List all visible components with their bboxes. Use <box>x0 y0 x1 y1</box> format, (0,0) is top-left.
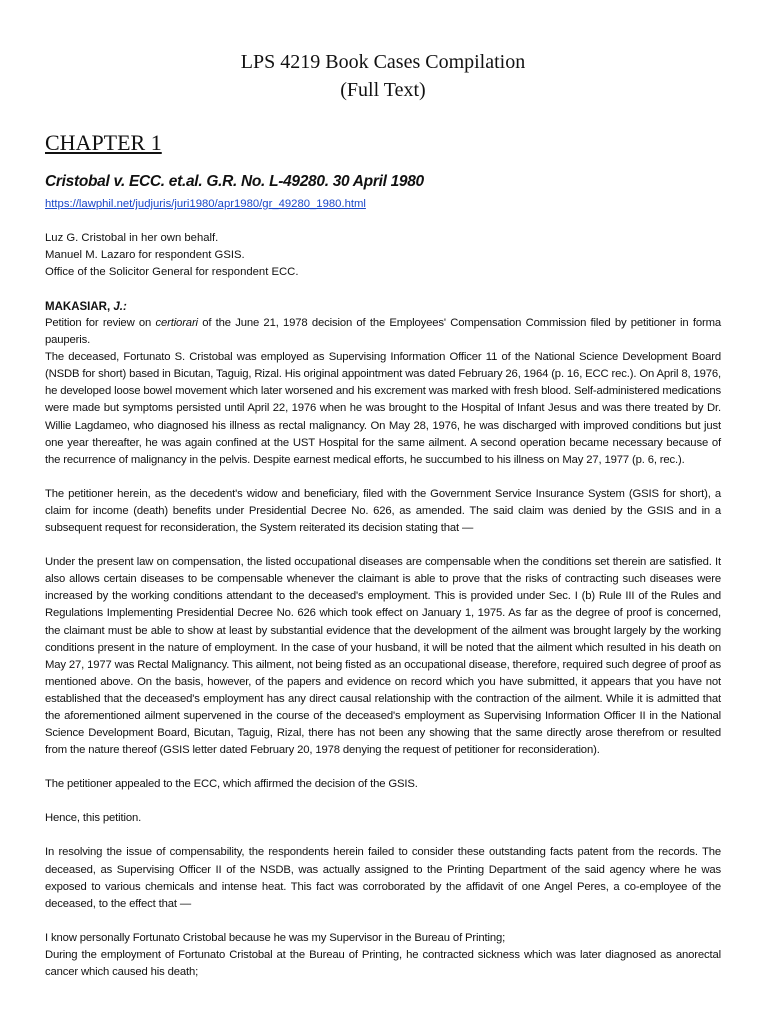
title-line-2: (Full Text) <box>340 79 426 101</box>
ponente-name: MAKASIAR, <box>45 301 111 313</box>
emphasis-certiorari: certiorari <box>155 317 198 329</box>
counsel-line: Luz G. Cristobal in her own behalf. <box>45 232 219 244</box>
ponente-suffix: J.: <box>113 301 127 313</box>
document-page <box>45 48 721 981</box>
paragraph-hence: Hence, this petition. <box>45 812 142 825</box>
paragraph-affidavit-2: During the employment of Fortunato Cristobal at the Bureau of Printing, he contracted sickness which was later diagnosed as anorectal cancer which caused his death; <box>45 948 721 978</box>
counsel-line: Manuel M. Lazaro for respondent GSIS. <box>45 249 245 261</box>
case-source-link[interactable]: https://lawphil.net/judjuris/juri1980/apr1980/gr_49280_1980.html <box>45 198 366 210</box>
paragraph-claim: The petitioner herein, as the decedent's widow and beneficiary, filed with the Government Service Insurance System (GSIS for short), a claim for income (death) benefits under Presidential Decree No. 626, as amended. The said claim was denied by the GSIS and in a subsequent request for reconsideration, the System reiterated its decision stating that — <box>45 487 721 535</box>
paragraph-appeal: The petitioner appealed to the ECC, which affirmed the decision of the GSIS. <box>45 778 418 791</box>
paragraph-text: of the June 21, 1978 decision of the Employees' Compensation Commission filed by petitioner in forma pauperis. <box>45 317 721 347</box>
paragraph-compensability: In resolving the issue of compensability, the respondents herein failed to consider these outstanding facts patent from the records. The deceased, as Supervising Officer II of the NSDB, was actually assigned to the Printing Department of the said agency where he was exposed to various chemicals and intense heat. This fact was corroborated by the affidavit of one Angel Peres, a co-employee of the deceased, to the effect that — <box>45 846 721 910</box>
paragraph-petition <box>45 315 721 349</box>
title-line-1: LPS 4219 Book Cases Compilation <box>240 51 526 73</box>
case-title: Cristobal v. ECC. et.al. G.R. No. L-49280. 30 April 1980 <box>45 173 424 190</box>
paragraph-facts: The deceased, Fortunato S. Cristobal was employed as Supervising Information Officer 11 of the National Science Development Board (NSDB for short) based in Bicutan, Taguig, Rizal. His original appointment was dated February 26, 1964 (p. 16, ECC rec.). On April 8, 1976, he developed loose bowel movement which later worsened and his excrement was marked with fresh blood. Self-administered medications were made but symptoms persisted until April 22, 1976 when he was brought to the Hospital of Infant Jesus and was there treated by Dr. Willie Lagdameo, who diagnosed his illness as rectal malignancy. On May 28, 1976, he was discharged with improved conditions but just one year thereafter, he was again confined at the UST Hospital for the same ailment. A second operation became necessary because of the recurrence of malignancy in the pelvis. Despite earnest medical efforts, he succumbed to his illness on May 27, 1977 (p. 6, rec.). <box>45 351 721 466</box>
document-title <box>45 48 721 104</box>
paragraph-affidavit-1: I know personally Fortunato Cristobal because he was my Supervisor in the Bureau of Printing; <box>45 931 506 944</box>
counsel-list <box>45 230 721 281</box>
ponente-heading <box>45 299 721 315</box>
paragraph-gsis-letter: Under the present law on compensation, the listed occupational diseases are compensable when the conditions set therein are satisfied. It also allows certain diseases to be compensable whenever the claimant is able to prove that the risks of contracting such diseases were increased by the working conditions attendant to the deceased's employment. This is provided under Sec. I (b) Rule III of the Rules and Regulations Implementing Presidential Decree No. 626 which took effect on January 1, 1975. As far as the degree of proof is concerned, the claimant must be able to show at least by substantial evidence that the development of the ailment was brought largely by the working conditions present in the nature of employment. In the case of your husband, it will be noted that the ailment which resulted in his death on May 27, 1977 was Rectal Malignancy. This ailment, not being fisted as an occupational disease, therefore, required such degree of proof as mentioned above. On the basis, however, of the papers and evidence on record which you have submitted, it appears that you have not established that the deceased's employment has any direct causal relationship with the contraction of the ailment. While it is admitted that the aforementioned ailment supervened in the course of the deceased's employment as Supervising Information Officer II in the National Science Development Board, Bicutan, Taguig, Rizal, there has not been any showing that the same directly arose therefrom or resulted from the nature thereof (GSIS letter dated February 20, 1978 denying the request of petitioner for reconsideration). <box>45 556 721 757</box>
chapter-heading: CHAPTER 1 <box>45 130 162 155</box>
paragraph-text: Petition for review on <box>45 317 156 329</box>
counsel-line: Office of the Solicitor General for respondent ECC. <box>45 266 299 278</box>
